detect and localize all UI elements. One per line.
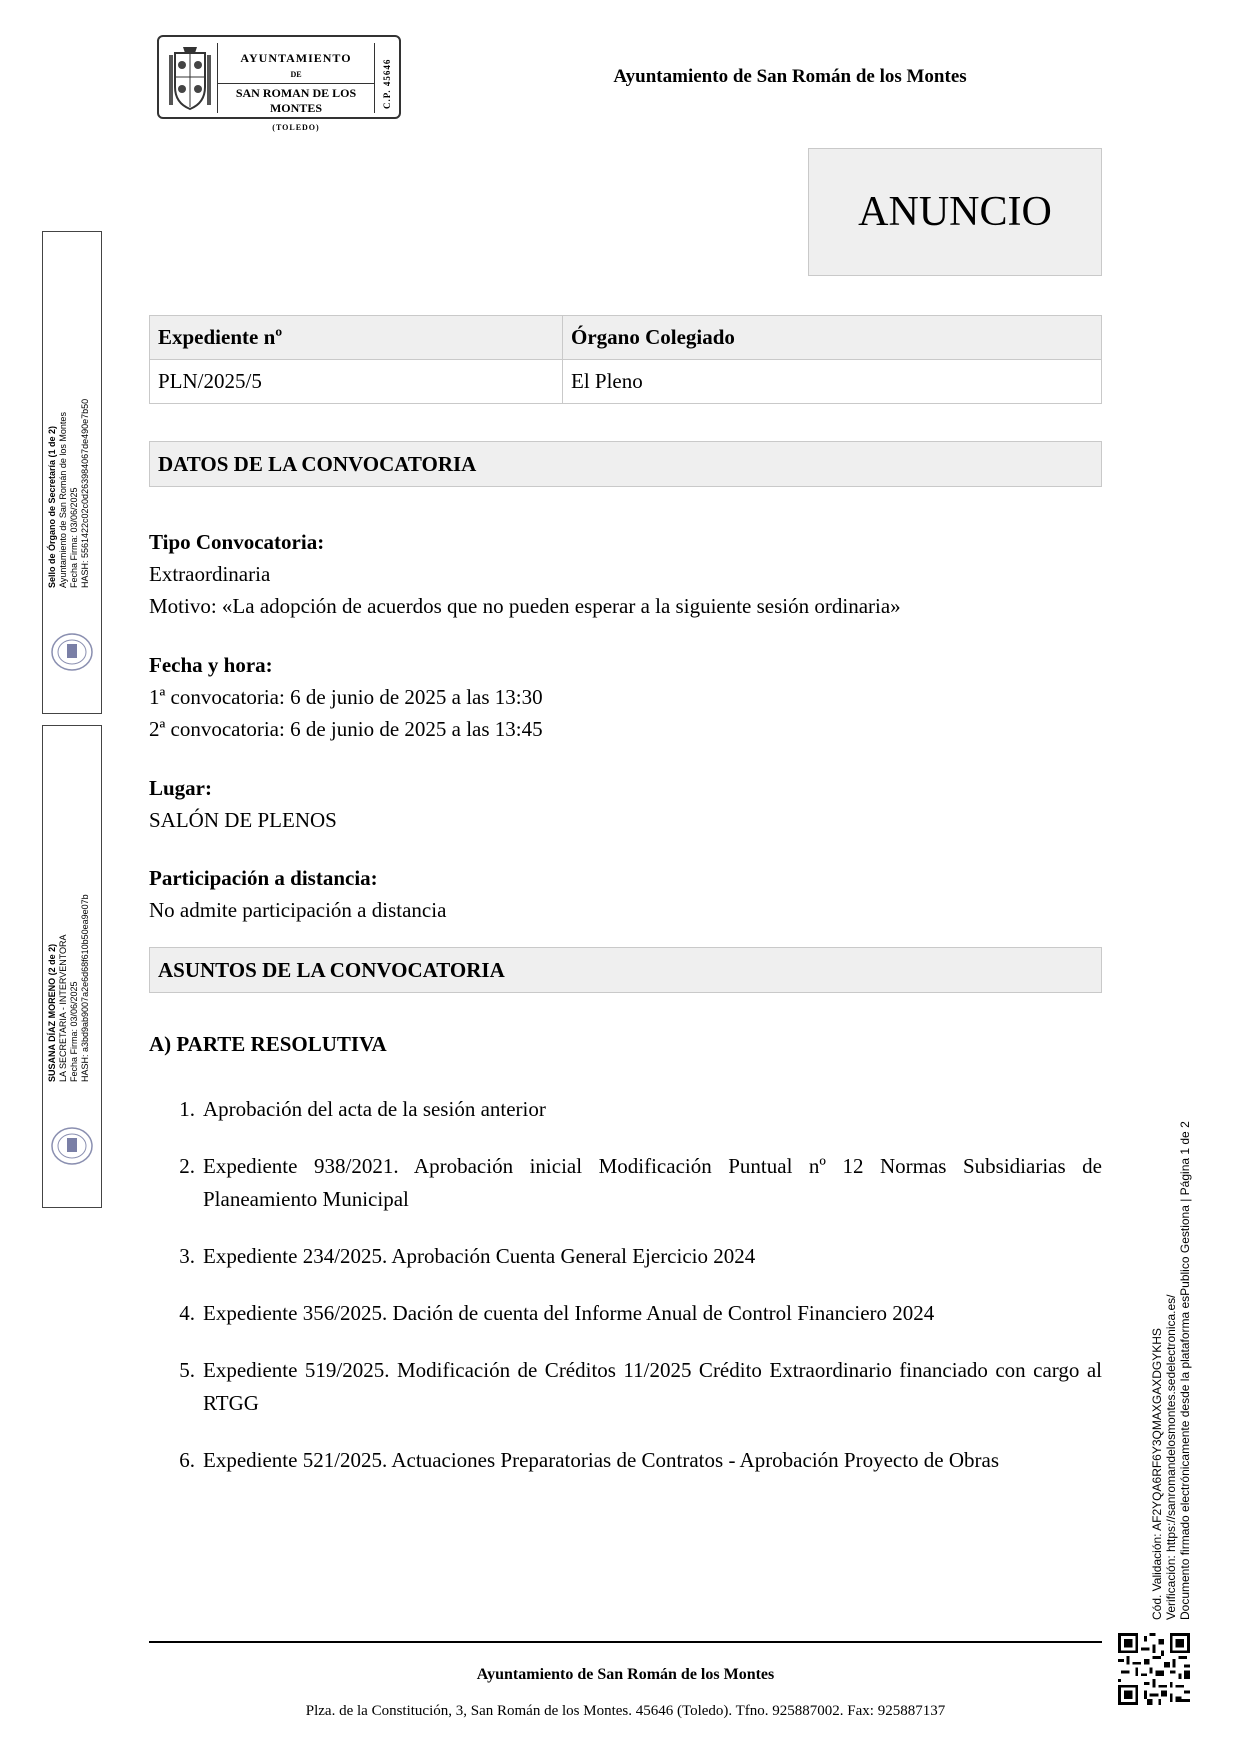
qr-code-icon bbox=[1118, 1633, 1190, 1705]
expediente-value: PLN/2025/5 bbox=[150, 360, 563, 404]
logo-line-2: DE bbox=[290, 70, 302, 79]
document-type: ANUNCIO bbox=[858, 189, 1052, 235]
motivo-text: Motivo: «La adopción de acuerdos que no pueden esperar a la siguiente sesión ordinaria» bbox=[149, 594, 901, 618]
signature-panel-1 bbox=[42, 231, 102, 714]
tipo-block bbox=[149, 526, 1102, 622]
agenda-item bbox=[149, 1444, 1102, 1477]
agenda-item-text: Aprobación del acta de la sesión anterior bbox=[203, 1097, 546, 1121]
agenda-item-text: Expediente 521/2025. Actuaciones Preparatorias de Contratos - Aprobación Proyecto de Obras bbox=[203, 1448, 1000, 1472]
agenda-item-number: 1. bbox=[179, 1097, 195, 1121]
asuntos-section-title: ASUNTOS DE LA CONVOCATORIA bbox=[149, 947, 1102, 993]
logo-line-1: AYUNTAMIENTO bbox=[240, 51, 352, 65]
signature-1-line-2: Ayuntamiento de San Román de los Montes bbox=[58, 412, 68, 588]
footer-divider bbox=[149, 1641, 1102, 1643]
official-seal-icon bbox=[50, 1126, 94, 1166]
agenda-item-number: 2. bbox=[179, 1154, 195, 1178]
fecha-block bbox=[149, 649, 1102, 745]
agenda-item-text: Expediente 356/2025. Dación de cuenta del Informe Anual de Control Financiero 2024 bbox=[203, 1301, 935, 1325]
tipo-label: Tipo Convocatoria: bbox=[149, 530, 325, 554]
participacion-value: No admite participación a distancia bbox=[149, 898, 447, 922]
logo-text-block bbox=[217, 43, 375, 132]
expediente-header-row bbox=[150, 316, 1102, 360]
signature-2-line-4: HASH: a3bd9ab9007a2e6d68f610b50ea9e07b bbox=[80, 894, 90, 1082]
signature-1-line-3: Fecha Firma: 03/06/2025 bbox=[69, 487, 79, 588]
signature-2-text bbox=[47, 894, 91, 1082]
logo-line-4: (TOLEDO) bbox=[272, 123, 320, 132]
footer-address: Plza. de la Constitución, 3, San Román de los Montes. 45646 (Toledo). Tfno. 925887002. Fax: 925887137 bbox=[305, 1703, 946, 1719]
agenda-item bbox=[149, 1354, 1102, 1420]
signature-1-text bbox=[47, 399, 91, 588]
footer-name: Ayuntamiento de San Román de los Montes bbox=[476, 1666, 775, 1683]
svg-text:C.P. 45646: C.P. 45646 bbox=[382, 58, 392, 109]
signature-1-line-1: Sello de Órgano de Secretaría (1 de 2) bbox=[47, 425, 57, 588]
logo-postal-code bbox=[377, 41, 395, 113]
lugar-label: Lugar: bbox=[149, 776, 212, 800]
document-type-box bbox=[808, 148, 1102, 276]
agenda-list bbox=[149, 1093, 1102, 1501]
expediente-value-row bbox=[150, 360, 1102, 404]
organo-value: El Pleno bbox=[563, 360, 1102, 404]
convocatoria-2: 2ª convocatoria: 6 de junio de 2025 a las 13:45 bbox=[149, 717, 543, 741]
participacion-block bbox=[149, 862, 1102, 926]
validation-code: Cód. Validación: AF2YQA6RF6Y3QMAXGAXDGYKHS bbox=[1150, 1328, 1164, 1620]
agenda-item-number: 4. bbox=[179, 1301, 195, 1325]
agenda-item-number: 6. bbox=[179, 1448, 195, 1472]
agenda-item-text: Expediente 519/2025. Modificación de Créditos 11/2025 Crédito Extraordinario financiado con cargo al RTGG bbox=[203, 1358, 1102, 1415]
datos-section-title: DATOS DE LA CONVOCATORIA bbox=[149, 441, 1102, 487]
convocatoria-1: 1ª convocatoria: 6 de junio de 2025 a las 13:30 bbox=[149, 685, 543, 709]
signature-2-line-1: SUSANA DÍAZ MORENO (2 de 2) bbox=[47, 943, 57, 1082]
signature-1-line-4: HASH: 5561422c02c0d263984067de490e7b50 bbox=[80, 398, 90, 588]
lugar-block bbox=[149, 772, 1102, 836]
official-seal-icon bbox=[50, 632, 94, 672]
verification-url[interactable]: Verificación: https://sanromandelosmontes.sedelectronica.es/ bbox=[1164, 1294, 1178, 1620]
participacion-label: Participación a distancia: bbox=[149, 866, 378, 890]
agenda-item-text: Expediente 234/2025. Aprobación Cuenta General Ejercicio 2024 bbox=[203, 1244, 756, 1268]
signature-2-line-2: LA SECRETARIA - INTERVENTORA bbox=[58, 934, 68, 1082]
agenda-item-text: Expediente 938/2021. Aprobación inicial Modificación Puntual nº 12 Normas Subsidiarias de Planeamiento Municipal bbox=[203, 1154, 1102, 1211]
agenda-item bbox=[149, 1093, 1102, 1126]
logo-line-3: SAN ROMAN DE LOS MONTES bbox=[218, 83, 374, 119]
organo-header: Órgano Colegiado bbox=[563, 316, 1102, 360]
fecha-label: Fecha y hora: bbox=[149, 653, 273, 677]
platform-page-info: Documento firmado electrónicamente desde la plataforma esPublico Gestiona | Página 1 de 2 bbox=[1178, 1121, 1192, 1620]
lugar-value: SALÓN DE PLENOS bbox=[149, 808, 337, 832]
expediente-header: Expediente nº bbox=[150, 316, 563, 360]
agenda-item-number: 3. bbox=[179, 1244, 195, 1268]
municipal-logo-stamp bbox=[157, 35, 401, 132]
agenda-item bbox=[149, 1240, 1102, 1273]
agenda-item-number: 5. bbox=[179, 1358, 195, 1382]
agenda-item bbox=[149, 1150, 1102, 1216]
agenda-item bbox=[149, 1297, 1102, 1330]
signature-panel-2 bbox=[42, 725, 102, 1208]
validation-text bbox=[1150, 1121, 1192, 1620]
header-title: Ayuntamiento de San Román de los Montes bbox=[613, 66, 967, 87]
coat-of-arms-icon bbox=[167, 43, 213, 113]
expediente-table bbox=[149, 315, 1102, 404]
parte-resolutiva-title: A) PARTE RESOLUTIVA bbox=[149, 1032, 387, 1056]
signature-2-line-3: Fecha Firma: 03/06/2025 bbox=[69, 981, 79, 1082]
tipo-value: Extraordinaria bbox=[149, 562, 271, 586]
